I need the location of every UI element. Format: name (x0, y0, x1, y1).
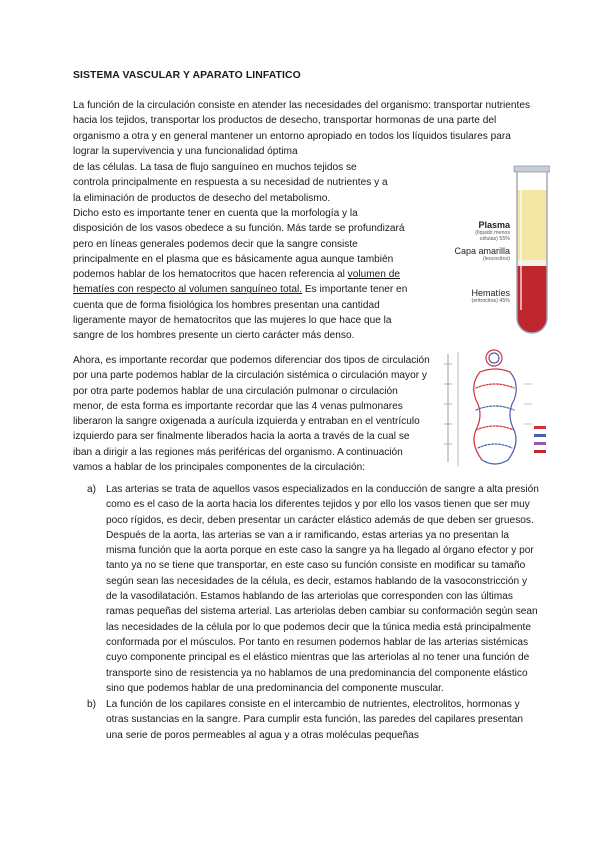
blood-tube-figure (440, 160, 550, 340)
pulmonary-loop-artery (486, 350, 502, 366)
plasma-sub-2: células) 55% (479, 236, 510, 242)
list-marker: b) (87, 699, 97, 711)
bottom-return (482, 460, 508, 464)
paragraph-flow: de las células. La tasa de flujo sanguíneo en muchos tejidos se controla principalmente en respuesta a su necesidad de nutrientes y a la eliminación de productos de desecho del metabolismo. (73, 162, 388, 204)
capillary-bed-4 (478, 444, 512, 448)
capillary-bed-3 (476, 426, 514, 430)
paragraph-blood-part-a: Dicho esto es importante tener en cuenta que la morfología y la disposición de los vasos obedece a su función. Más tarde se profundizará pero en líneas generales podemos decir que la sangre consiste principalmente en el plasma que es básicamente agua aunque también podemos hablar de los hematocritos que hacen referencia al (73, 208, 405, 281)
list-marker: a) (87, 484, 97, 495)
tube-rim (514, 166, 550, 172)
paragraph-blood (73, 206, 408, 344)
heart-top (480, 369, 510, 372)
rbc-sub: (eritrocitos) 45% (471, 298, 510, 304)
plasma-label-group (440, 220, 510, 242)
list-item-text: Las arterias se trata de aquellos vasos especializados en la conducción de sangre a alta presión como es el caso de la aorta hacia los diferentes tejidos y por ello los vasos tienen que ser muy poco rígidos, es decir, deben presentar un carácter elástico además de que deben ser gruesos. Después de la aorta, las arterias se van a ir ramificando, estas arterias ya no presentan la misma función que la aorta porque en este caso la sangre ya ha llegado al órgano efector y por tanto ya no se tiene que transportar, en este caso su función consiste en modificar su tamaño según sean las necesidades de la célula, es decir, estamos hablando de la vasoconstricción y de la vasodilatación. Estamos hablando de las arteriolas que corresponden con las últimas ramas pequeñas del sistema arterial. Las arteriolas deben cambiar su conformación según sean las necesidades de la célula por lo que podemos decir que la túnica media está principalmente conformada por el músculos. Por tanto en resumen podemos hablar de las arterias sistémicas cuyo componente principal es el elástico mientras que las arteriolas al no tener una función de transporte sino de resistencia ya no hablamos de una predominancia del componente elástico sino que podemos hablar de una predominancia del componente muscular. (106, 484, 539, 694)
capillary-bed-1 (476, 384, 514, 388)
rbc-label-group (440, 288, 510, 304)
page-title: SISTEMA VASCULAR Y APARATO LINFATICO (73, 70, 301, 81)
plasma-label: Plasma (478, 220, 510, 230)
rbc-label: Hematíes (471, 288, 510, 298)
paragraph-intro: La función de la circulación consiste en atender las necesidades del organismo: transportar nutrientes hacia los tejidos, transportar los productos de desecho, transportar hormonas de una parte del organismo a otra y en general mantener un entorno apropiado en todos los líquidos tisulares para lograr la supervivencia y una funcionalidad óptima (73, 100, 531, 157)
buffy-sub: (leucocitos) (482, 256, 510, 262)
pulmonary-loop-vein (489, 353, 499, 363)
list-item-capillaries (73, 697, 539, 743)
list-item-arteries (73, 482, 539, 696)
paragraph-circulation: Ahora, es importante recordar que podemos diferenciar dos tipos de circulación por una parte podemos hablar de la circulación sistémica o circulación mayor y por otra parte podemos hablar de una circulación pulmonar o circulación menor, de esta forma es importante recordar que las 4 venas pulmonares liberaron la sangre oxigenada a aurícula izquierda y entraban en el ventrículo izquierdo para ser finalmente liberados hacia la aorta a través de la cual se iban a dirigir a las regiones más periféricas del organismo. A continuación vamos a hablar de los principales componentes de la circulación: (73, 355, 430, 474)
plasma-sub-1: (líquido menos (475, 230, 510, 236)
capillary-bed-2 (476, 406, 514, 410)
legend-extra-swatch (534, 450, 546, 453)
buffy-label-group (440, 246, 510, 262)
circulation-diagram (440, 344, 550, 472)
underlined-definition: volumen de hematíes con respecto al volumen sanguíneo total. (73, 269, 401, 296)
legend-vein-swatch (534, 434, 546, 437)
paragraph-blood-part-b: Es importante tener en cuenta que de forma fisiológica los hombres presentan una cantidad ligeramente mayor de hematocritos que las mujeres lo que hace que la sangre de los hombres presente un cierto carácter más denso. (73, 284, 408, 342)
components-list (73, 482, 539, 744)
buffy-label: Capa amarilla (454, 246, 510, 256)
legend-artery-swatch (534, 426, 546, 429)
list-item-text: La función de los capilares consiste en el intercambio de nutrientes, electrolitos, hormonas y otras sustancias en la sangre. Para cumplir esta función, las paredes del capilares presentan una serie de poros permeables al agua y a otras moléculas pequeñas (106, 699, 524, 741)
legend-mixed-swatch (534, 442, 546, 445)
legend-leaders (524, 384, 532, 424)
circulation-diagram-figure (440, 344, 550, 472)
